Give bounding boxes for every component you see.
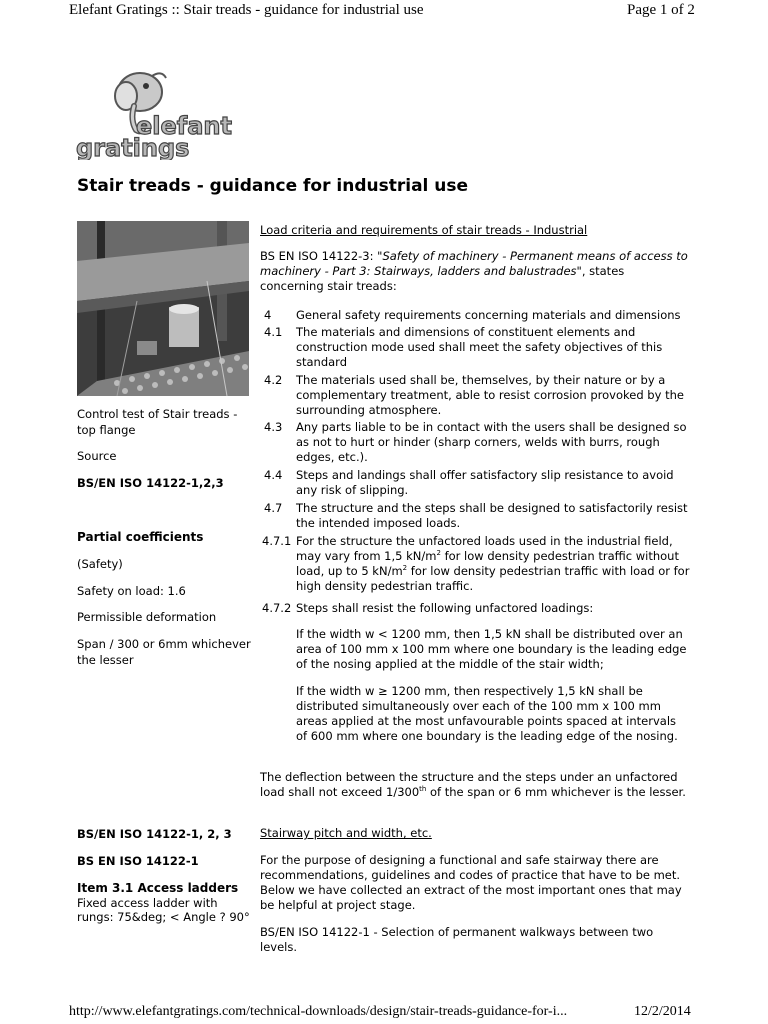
selection-paragraph: BS/EN ISO 14122-1 - Selection of permanent walkways between two levels. <box>260 925 654 954</box>
item-text: The materials used shall be, themselves, by their nature or by a complementary treatment, able to resist corrosion provoked by the surrounding atmosphere. <box>296 373 684 417</box>
logo-word-elefant: elefant <box>136 112 232 140</box>
logo-word-gratings: gratings <box>76 134 190 160</box>
safety-on-load: Safety on load: 1.6 <box>77 584 186 598</box>
page-title: Stair treads - guidance for industrial use <box>77 176 469 196</box>
deflection-part1: The deflection between the structure and the steps under an unfactored load shall not exceed 1/300 <box>260 770 678 799</box>
access-ladders-text: Fixed access ladder with rungs: 75&deg; < Angle ? 90° <box>77 896 250 924</box>
item-4-7-1-text <box>296 534 690 594</box>
item-4-7-1-part1: For the structure the unfactored loads used in the industrial field, may vary from 1,5 kN/m <box>296 534 673 563</box>
intro-paragraph <box>260 249 688 294</box>
item-number: 4.7 <box>264 501 283 515</box>
item-text: General safety requirements concerning materials and dimensions <box>296 308 681 322</box>
item-number: 4.3 <box>264 420 283 434</box>
item-4-7-1-part3: for low density pedestrian traffic with load or for high density pedestrian traffic. <box>296 564 690 593</box>
stairway-pitch-heading: Stairway pitch and width, etc. <box>260 826 432 840</box>
item-number: 4 <box>264 308 272 322</box>
intro-prefix: BS EN ISO 14122-3: " <box>260 249 383 263</box>
safety-label: (Safety) <box>77 557 123 571</box>
superscript: 2 <box>402 564 408 573</box>
item-number: 4.2 <box>264 373 283 387</box>
photo-caption: Control test of Stair treads - top flange <box>77 407 238 437</box>
stair-tread-test-photo <box>77 221 249 396</box>
item-text: The materials and dimensions of constituent elements and construction mode used shall meet the safety objectives of this standard <box>296 325 663 369</box>
permissible-deformation-label: Permissible deformation <box>77 610 217 624</box>
load-criteria-heading: Load criteria and requirements of stair treads - Industrial <box>260 223 588 237</box>
footer-date: 12/2/2014 <box>634 1004 691 1019</box>
intro-suffix: ", states concerning stair treads: <box>260 264 625 293</box>
source-value: BS/EN ISO 14122-1,2,3 <box>77 476 224 490</box>
elephant-logo-icon <box>74 68 250 160</box>
item-text: Steps and landings shall offer satisfactory slip resistance to avoid any risk of slipping. <box>296 468 674 497</box>
item-text: Steps shall resist the following unfactored loadings: <box>296 601 594 615</box>
intro-standard-title: Safety of machinery - Permanent means of access to machinery - Part 3: Stairways, ladders and balustrades <box>260 249 688 278</box>
access-ladders-heading: Item 3.1 Access ladders <box>77 881 239 895</box>
standard-reference-1: BS/EN ISO 14122-1, 2, 3 <box>77 827 232 841</box>
item-4-7-1-part2: for low density pedestrian traffic without load, up to 5 kN/m <box>296 549 679 578</box>
source-label: Source <box>77 449 117 463</box>
item-number: 4.1 <box>264 325 283 339</box>
partial-coefficients-heading: Partial coefficients <box>77 530 204 544</box>
elefant-gratings-logo[interactable] <box>74 68 250 160</box>
width-paragraph-1: If the width w < 1200 mm, then 1,5 kN shall be distributed over an area of 100 mm x 100 mm where one boundary is the leading edge of the nosing applied at the middle of the stair width; <box>296 627 687 671</box>
purpose-paragraph: For the purpose of designing a functional and safe stairway there are recommendations, guidelines and codes of practice that have to be met. Below we have collected an extract of the most important ones that may be helpful at project stage. <box>260 853 682 912</box>
deflection-part2: of the span or 6 mm whichever is the lesser. <box>426 785 686 799</box>
item-text: The structure and the steps shall be designed to satisfactorily resist the intended imposed loads. <box>296 501 688 530</box>
permissible-deformation-value: Span / 300 or 6mm whichever the lesser <box>77 637 251 667</box>
item-number: 4.4 <box>264 468 283 482</box>
superscript: 2 <box>436 549 441 558</box>
page-number: Page 1 of 2 <box>627 2 695 18</box>
superscript: th <box>419 785 427 794</box>
deflection-paragraph <box>260 770 688 800</box>
footer-url: http://www.elefantgratings.com/technical-downloads/design/stair-treads-guidance-for-i... <box>69 1004 568 1019</box>
item-text: Any parts liable to be in contact with the users shall be designed so as not to hurt or hinder (sharp corners, welds with burrs, rough edges, etc.). <box>296 420 687 464</box>
item-number: 4.7.1 <box>262 534 292 548</box>
item-number: 4.7.2 <box>262 601 292 615</box>
page-header-title: Elefant Gratings :: Stair treads - guidance for industrial use <box>69 2 424 18</box>
standard-reference-2: BS EN ISO 14122-1 <box>77 854 199 868</box>
width-paragraph-2: If the width w ≥ 1200 mm, then respectively 1,5 kN shall be distributed simultaneously over each of the 100 mm x 100 mm areas applied at the most unfavourable points spaced at intervals of 600 mm where one boundary is the leading edge of the nosing. <box>296 684 678 743</box>
